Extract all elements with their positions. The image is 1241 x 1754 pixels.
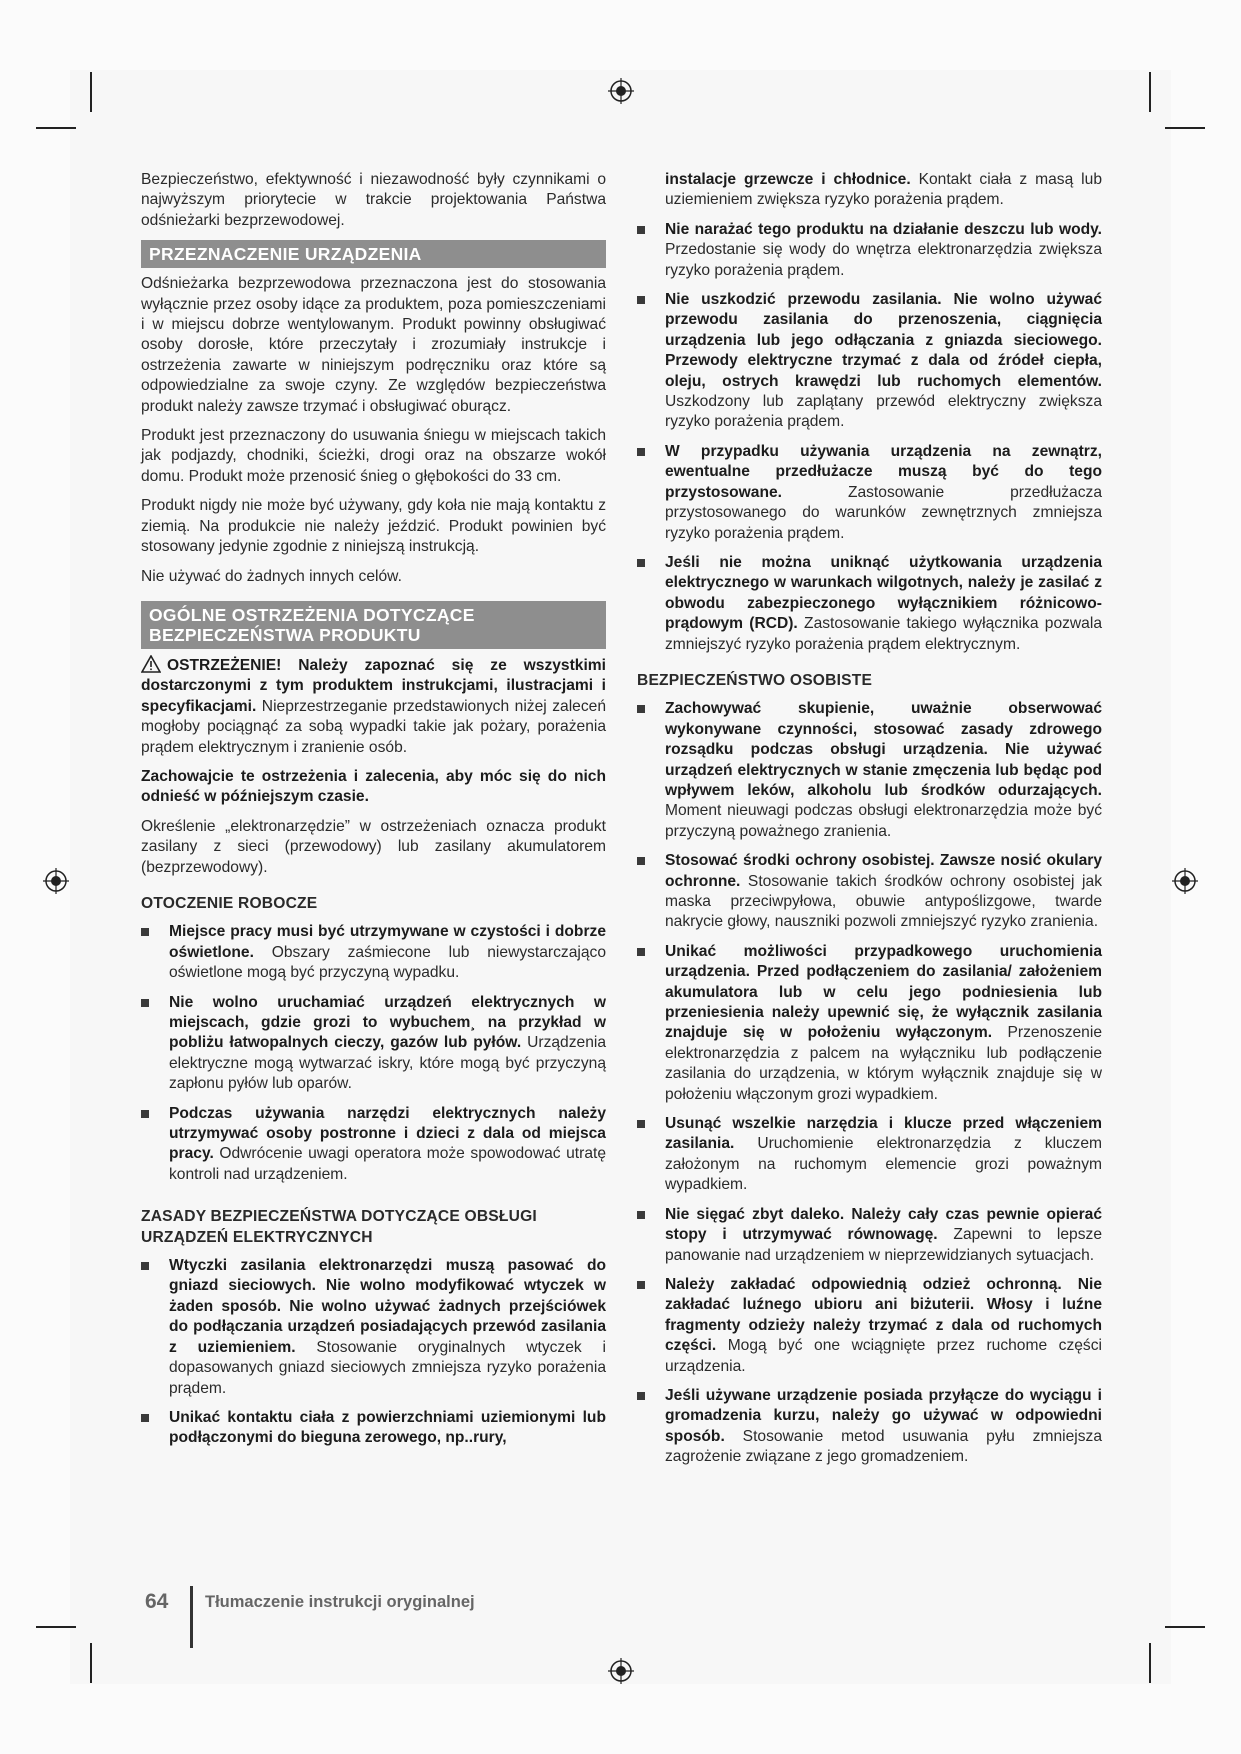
crop-mark-top-right-h: [1165, 127, 1205, 129]
list-item: [637, 220, 1102, 281]
bullet-square-icon: [141, 1414, 149, 1422]
registration-mark-icon: [606, 1656, 636, 1686]
list-item: [637, 1205, 1102, 1266]
keep-warnings-text: Zachowajcie te ostrzeżenia i zalecenia, aby móc się do nich odnieść w późniejszym czasie.: [141, 767, 606, 806]
crop-mark-bottom-right-h: [1165, 1626, 1205, 1628]
list-item-text: Obszary zaśmiecone lub niewystarczająco oświetlone mogą być przyczyną wypadku.: [169, 943, 606, 982]
list-item-text: Moment nieuwagi podczas obsługi elektronarzędzia może być przyczyną poważnego zranienia.: [665, 802, 1102, 840]
list-item-bold: W przypadku używania urządzenia na zewnątrz, ewentualne przedłużacze muszą być do tego przystosowane.: [665, 442, 1102, 501]
list-item: [141, 1104, 606, 1186]
bullet-square-icon: [141, 1110, 149, 1118]
bullet-square-icon: [637, 226, 645, 234]
right-column: [637, 170, 1102, 1477]
list-item: [637, 290, 1102, 433]
registration-mark-icon: [1170, 866, 1200, 896]
warning-text: Nieprzestrzeganie przedstawionych niżej zaleceń mogłoby pociągnąć za sobą wypadki takie jak pożary, porażenia prądem elektrycznym i zranienie osób.: [141, 697, 606, 756]
list-item: [637, 699, 1102, 842]
purpose-paragraph-4: Nie używać do żadnych innych celów.: [141, 567, 402, 585]
list-item-bold: Nie narażać tego produktu na działanie deszczu lub wody.: [665, 220, 1102, 238]
bullet-square-icon: [141, 999, 149, 1007]
continuation-paragraph: [637, 170, 1102, 211]
warning-paragraph: [141, 655, 606, 758]
list-item-text: Przenoszenie elektronarzędzia z palcem na wyłączniku lub podłączenie zasilania do urządzenia, w którym wyłącznik znajduje się w położeniu włączonym grozi wypadkiem.: [665, 1024, 1102, 1103]
list-item-text: Stosowanie takich środków ochrony osobistej jak maska przeciwpyłowa, obuwie antypoślizgowe, twarde nakrycie głowy, nauszniki pozwoli zmniejszyć ryzyko zranienia.: [665, 872, 1102, 931]
list-item-text: Zapewni to lepsze panowanie nad urządzeniem w nieprzewidzianych sytuacjach.: [665, 1226, 1102, 1264]
personal-safety-list: [637, 699, 1102, 1467]
bullet-square-icon: [637, 1120, 645, 1128]
list-item: [141, 1256, 606, 1399]
list-item: [141, 993, 606, 1095]
list-item: [637, 851, 1102, 933]
list-item-bold: Usunąć wszelkie narzędzia i klucze przed włączeniem zasilania.: [665, 1115, 1102, 1153]
bullet-square-icon: [637, 1211, 645, 1219]
bullet-square-icon: [637, 1281, 645, 1289]
banner-line-1: OGÓLNE OSTRZEŻENIA DOTYCZĄCE: [149, 604, 475, 625]
list-item-bold: Unikać kontaktu ciała z powierzchniami uziemionymi lub podłączonymi do bieguna zerowego, np..rury,: [169, 1408, 606, 1447]
banner-line-2: BEZPIECZEŃSTWA PRODUKTU: [149, 624, 421, 645]
purpose-paragraph-2: Produkt jest przeznaczony do usuwania śniegu w miejscach takich jak podjazdy, chodniki, ścieżki, drogi oraz na obszarze wokół domu. Produkt może przenosić śnieg o głębokości do 33 cm.: [141, 427, 606, 485]
list-item-bold: Unikać możliwości przypadkowego uruchomienia urządzenia. Przed podłączeniem do zasilania/ założeniem akumulatora lub w celu jego podniesienia lub przeniesienia należy upewnić się, że wyłącznik zasilania znajduje się w położeniu wyłączonym.: [665, 942, 1102, 1042]
continuation-bold: instalacje grzewcze i chłodnice.: [665, 171, 911, 188]
list-item-bold: Jeśli nie można uniknąć użytkowania urządzenia elektrycznego w warunkach wilgotnych, należy je zasilać z obwodu zabezpieczonego wyłącznikiem różnicowo-prądowym (RCD).: [665, 553, 1102, 633]
crop-mark-top-left-v: [90, 72, 92, 112]
left-column: [141, 170, 606, 1458]
bullet-square-icon: [637, 559, 645, 567]
list-item-text: Stosowanie metod usuwania pyłu zmniejsza zagrożenie związane z jego gromadzeniem.: [665, 1427, 1102, 1466]
list-item-text: Urządzenia elektryczne mogą wytwarzać iskry, które mogą być przyczyną zapłonu pyłów lub oparów.: [169, 1034, 606, 1093]
list-item: [637, 442, 1102, 544]
list-item: [637, 553, 1102, 655]
list-item: [637, 1114, 1102, 1196]
intro-paragraph: Bezpieczeństwo, efektywność i niezawodność były czynnikami o najwyższym priorytecie w trakcie projektowania Państwa odśnieżarki bezprzewodowej.: [141, 171, 606, 229]
workarea-list: [141, 922, 606, 1185]
list-item-bold: Podczas używania narzędzi elektrycznych należy utrzymywać osoby postronne i dzieci z dala od miejsca pracy.: [169, 1104, 606, 1163]
crop-mark-top-left-h: [36, 127, 76, 129]
list-item-text: Odwrócenie uwagi operatora może spowodować utratę kontroli nad urządzeniem.: [169, 1145, 606, 1183]
list-item-bold: Wtyczki zasilania elektronarzędzi muszą pasować do gniazd sieciowych. Nie wolno modyfikować wtyczek w żaden sposób. Nie wolno używać żadnych przejściówek do podłączania urządzeń posiadających przewód zasilania z uziemieniem.: [169, 1257, 606, 1356]
footer-divider: [190, 1586, 193, 1648]
registration-mark-icon: [41, 866, 71, 896]
list-item-text: Przedostanie się wody do wnętrza elektronarzędzia zwiększa ryzyko porażenia prądem.: [665, 241, 1102, 279]
electric-list: [141, 1256, 606, 1449]
list-item: [141, 1408, 606, 1449]
purpose-paragraph-3: Produkt nigdy nie może być używany, gdy koła nie mają kontaktu z ziemią. Na produkcie nie należy jeździć. Produkt powinien być stosowany jedynie zgodnie z niniejszą instrukcją.: [141, 497, 606, 556]
list-item: [637, 1386, 1102, 1468]
electric-heading: ZASADY BEZPIECZEŃSTWA DOTYCZĄCE OBSŁUGI URZĄDZEŃ ELEKTRYCZNYCH: [141, 1208, 537, 1246]
list-item-bold: Zachowywać skupienie, uważnie obserwować wykonywane czynności, stosować zasady zdrowego rozsądku podczas obsługi urządzenia. Nie używać urządzeń elektrycznych w stanie zmęczenia lub będąc pod wpływem leków, alkoholu lub środków odurzających.: [665, 700, 1102, 799]
list-item-text: Stosowanie oryginalnych wtyczek i dopasowanych gniazd sieciowych zmniejsza ryzyko porażenia prądem.: [169, 1338, 606, 1397]
bullet-square-icon: [637, 857, 645, 865]
continuation-text: Kontakt ciała z masą lub uziemieniem zwiększa ryzyko porażenia prądem.: [665, 171, 1102, 209]
list-item-text: Zastosowanie przedłużacza przystosowanego do warunków zewnętrznych zmniejsza ryzyko porażenia prądem.: [665, 483, 1102, 542]
crop-mark-top-right-v: [1149, 72, 1151, 112]
bullet-square-icon: [637, 1392, 645, 1400]
list-item: [141, 922, 606, 983]
list-item-text: Uszkodzony lub zaplątany przewód elektryczny zwiększa ryzyko porażenia prądem.: [665, 393, 1102, 431]
warning-bold-text: OSTRZEŻENIE! Należy zapoznać się ze wszystkimi dostarczonymi z tym produktem instrukcjami, ilustracjami i specyfikacjami.: [141, 656, 606, 715]
list-item-bold: Nie uszkodzić przewodu zasilania. Nie wolno używać przewodu zasilania do przenoszenia, ciągnięcia urządzenia lub jego odłączania z gniazda sieciowego. Przewody elektryczne trzymać z dala od źródeł ciepła, oleju, ostrych krawędzi lub ruchomych elementów.: [665, 291, 1102, 390]
definition-paragraph: Określenie „elektronarzędzie” w ostrzeżeniach oznacza produkt zasilany z sieci (przewodowy) lub zasilany akumulatorem (bezprzewodowy).: [141, 817, 606, 876]
crop-mark-bottom-left-h: [36, 1626, 76, 1628]
list-item-text: Zastosowanie takiego wyłącznika pozwala zmniejszyć ryzyko porażenia prądem elektrycznym.: [665, 615, 1102, 653]
crop-mark-bottom-right-v: [1149, 1643, 1151, 1683]
section-banner-general-warnings: [141, 601, 606, 649]
bullet-square-icon: [141, 1262, 149, 1270]
bullet-square-icon: [637, 948, 645, 956]
list-item-bold: Stosować środki ochrony osobistej. Zawsze nosić okulary ochronne.: [665, 852, 1102, 890]
list-item-bold: Należy zakładać odpowiednią odzież ochronną. Nie zakładać luźnego ubioru ani biżuterii. Włosy i luźne fragmenty odzieży należy trzymać z dala od ruchomych części.: [665, 1275, 1102, 1355]
list-item-bold: Miejsce pracy musi być utrzymywane w czystości i dobrze oświetlone.: [169, 923, 606, 961]
electric-list-continued: [637, 220, 1102, 655]
list-item: [637, 1275, 1102, 1377]
page-number: 64: [145, 1590, 169, 1613]
section-banner-purpose: PRZEZNACZENIE URZĄDZENIA: [141, 240, 606, 268]
list-item-bold: Jeśli używane urządzenie posiada przyłącze do wyciągu i gromadzenia kurzu, należy go używać w odpowiedni sposób.: [665, 1386, 1102, 1445]
warning-triangle-icon: [141, 655, 161, 673]
bullet-square-icon: [637, 296, 645, 304]
list-item-bold: Nie sięgać zbyt daleko. Należy cały czas pewnie opierać stopy i utrzymywać równowagę.: [665, 1205, 1102, 1244]
personal-safety-heading: BEZPIECZEŃSTWO OSOBISTE: [637, 671, 873, 689]
keep-warnings-paragraph: [141, 767, 606, 808]
purpose-paragraph-1: Odśnieżarka bezprzewodowa przeznaczona jest do stosowania wyłącznie przez osoby idące za produktem, poza pomieszczeniami i w miejscu dobrze wentylowanym. Produkt powinny obsługiwać osoby dorosłe, które przeczytały i zrozumiały instrukcje i ostrzeżenia zawarte w niniejszym podręczniku oraz które są odpowiedzialne za swoje czyny. Ze względów bezpieczeństwa produkt należy zawsze trzymać i obsługiwać oburącz.: [141, 275, 606, 415]
list-item: [637, 942, 1102, 1105]
workarea-heading: OTOCZENIE ROBOCZE: [141, 894, 318, 912]
bullet-square-icon: [637, 705, 645, 713]
registration-mark-icon: [606, 76, 636, 106]
list-item-bold: Nie wolno uruchamiać urządzeń elektrycznych w miejscach, gdzie grozi to wybuchem¸ na przykład w pobliżu łatwopalnych cieczy, gazów lub pyłów.: [169, 993, 606, 1052]
bullet-square-icon: [141, 928, 149, 936]
footer-title: Tłumaczenie instrukcji oryginalnej: [205, 1593, 475, 1611]
list-item-text: Mogą być one wciągnięte przez ruchome części urządzenia.: [665, 1337, 1102, 1375]
crop-mark-bottom-left-v: [90, 1643, 92, 1683]
list-item-text: Uruchomienie elektronarzędzia z kluczem założonym na ruchomym elemencie grozi poważnym wypadkiem.: [665, 1135, 1102, 1194]
bullet-square-icon: [637, 448, 645, 456]
